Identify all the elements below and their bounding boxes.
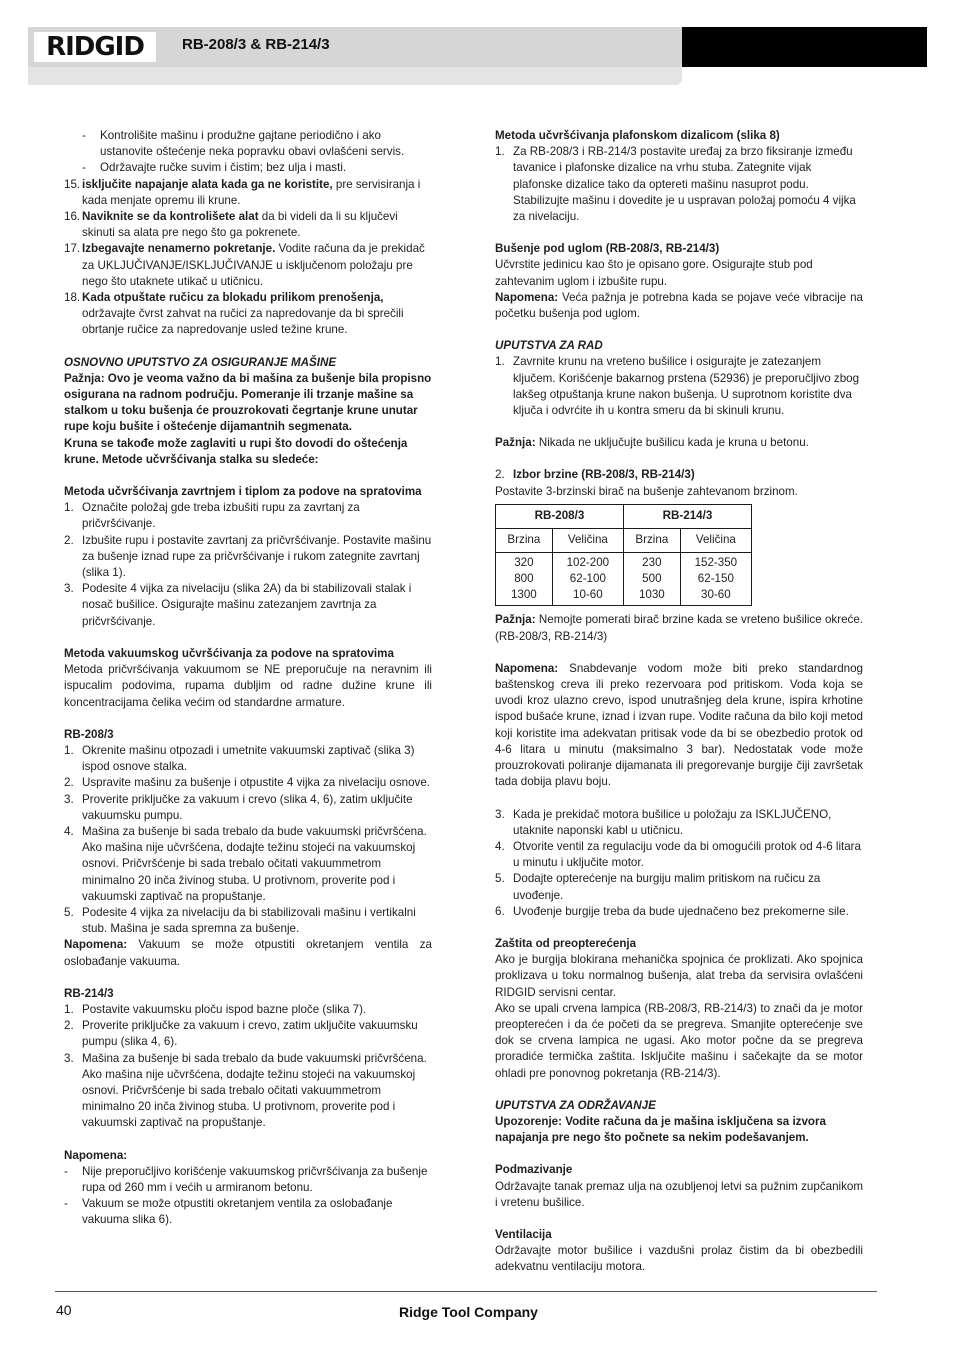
- table-header: Brzina: [496, 528, 553, 552]
- paragraph: Učvrstite jedinicu kao što je opisano gore. Osigurajte stub pod zahtevanim uglom i izbušite rupu.: [495, 258, 813, 288]
- list-item: - Održavajte ručke suvim i čistim; bez ulja i masti.: [82, 161, 347, 175]
- note: Napomena: Snabdevanje vodom može biti preko standardnog baštenskog creva ili preko rezervoara pod pritiskom. Voda koja se uvodi kroz ulazno crevo, ispod unutrašnjeg dela krune, ispira krhotine ispod bušaće krune, iznad i izvan rupe. Vodite računa da bilo koji metod koji koristite ima adekvatan pritisak vode da bi se obezbedio protok od 4-6 litara u minutu (maksimalno 3 bar). Nedostatak vode može prouzrokovati poliranje dijamanata ili pregorevanje burgije čiji završetak tada dobija plavu boju.: [495, 661, 864, 789]
- table-group-header: RB-208/3: [496, 504, 624, 528]
- logo-text: RIDGID: [46, 32, 144, 62]
- list-item: 16. Naviknite se da kontrolišete alat da bi videli da li su ključevi skinuti sa alata pre nego što ga pokrenete.: [64, 210, 398, 240]
- paragraph: Održavajte tanak premaz ulja na ozubljenoj letvi sa pužnim zupčanikom i vretenu bušilice.: [495, 1179, 863, 1209]
- list-item: 15. isključite napajanje alata kada ga ne koristite, pre servisiranja i kada menjate opremu ili krune.: [64, 177, 421, 207]
- subsection-title: Metoda učvršćivanja zavrtnjem i tiplom za podove na spratovima: [64, 485, 422, 499]
- subsection-title: Ventilacija: [495, 1227, 552, 1241]
- list-item: 3. Podesite 4 vijka za nivelaciju (slika 2A) da bi stabilizovali stalak i nosač bušilice. Osigurajte mašinu zatezanjem zavrtnja za pričvršćivanje.: [64, 582, 412, 628]
- subsection-title: Napomena:: [64, 1148, 128, 1162]
- company-name: Ridge Tool Company: [399, 1304, 538, 1320]
- paragraph: Održavajte motor bušilice i vazdušni prolaz čistim da bi obezbedili adekvatnu ventilaciju motora.: [495, 1244, 863, 1274]
- list-item: 1. Označite položaj gde treba izbušiti rupu za zavrtanj za pričvršćivanje.: [64, 501, 360, 531]
- paragraph: Ako je burgija blokirana mehanička spojnica će proklizati. Ako spojnica proklizava u toku normalnog bušenja, alat treba da servisira ovlašćeni RIDGID servisni centar.: [495, 953, 863, 999]
- list-item: 2. Proverite priključke za vakuum i crevo, zatim uključite vakuumsku pumpu (slika 4, 6).: [64, 1019, 418, 1049]
- list-item: 1. Postavite vakuumsku ploču ispod bazne ploče (slika 7).: [64, 1002, 367, 1016]
- table-cell: 320 800 1300: [496, 552, 553, 606]
- subsection-title: Podmazivanje: [495, 1163, 573, 1177]
- subsection-title: RB-208/3: [64, 727, 114, 741]
- model-title: RB-208/3 & RB-214/3: [182, 36, 330, 53]
- list-item: 2. Uspravite mašinu za bušenje i otpustite 4 vijka za nivelaciju osnove.: [64, 776, 430, 790]
- table-header: Veličina: [680, 528, 751, 552]
- list-item: 3. Proverite priključke za vakuum i crevo (slika 4, 6), zatim uključite vakuumsku pumpu.: [64, 792, 413, 822]
- list-item: 1. Zavrnite krunu na vreteno bušilice i osigurajte je zatezanjem ključem. Korišćenje bakarnog prstena (52936) je preporučljivo zbog lakšeg otpuštanja krune nakon bušenja. U suprotnom koristite dva ključa i odvrćite ih u kontra smeru da bi skinuli krunu.: [495, 355, 860, 418]
- table-cell: 102-200 62-100 10-60: [552, 552, 623, 606]
- speed-table: [495, 504, 752, 607]
- subsection-title: RB-214/3: [64, 986, 114, 1000]
- header-strip: [28, 67, 682, 85]
- paragraph: Postavite 3-brzinski birač na bušenje zahtevanom brzinom.: [495, 484, 798, 498]
- list-item: 4. Mašina za bušenje bi sada trebalo da bude vakuumski pričvršćena. Ako mašina nije učvršćena, dodajte težinu stojeći na vakuumskoj osnovi. Pričvršćenje bi sada trebalo očitati vakuummetrom minimalno 20 inča živinog stuba. U protivnom, proverite pod i vakuumski zaptivač na propuštanje.: [64, 824, 427, 903]
- paragraph: Ako se upali crvena lampica (RB-208/3, RB-214/3) to znači da je motor preopterećen i da će početi da se pregreva. Smanjite opterećenje sve dok se crvena lampica ne ugasi. Ako motor počne da se pregreva proradiće termička zaštita. Isključite mašinu i sačekajte da se motor ohladi pre ponovnog pokretanja (RB-214/3).: [495, 1001, 863, 1080]
- header-black-block: [682, 27, 927, 67]
- subsection-title: Zaštita od preopterećenja: [495, 936, 637, 950]
- list-item: 6. Uvođenje burgije treba da bude ujednačeno bez prekomerne sile.: [495, 904, 849, 918]
- section-title: UPUTSTVA ZA RAD: [495, 339, 603, 353]
- list-item: 1. Okrenite mašinu otpozadi i umetnite vakuumski zaptivač (slika 3) ispod osnove stalka.: [64, 743, 415, 774]
- right-column: [495, 128, 863, 1276]
- list-item: 2. Izbušite rupu i postavite zavrtanj za pričvršćivanje. Postavite mašinu za bušenje iznad rupe za pričvršćivanje i rukom zategnite zavrtanj (slika 1).: [64, 533, 432, 580]
- warning-text: Pažnja: Ovo je veoma važno da bi mašina za bušenje bila propisno osigurana na radnom području. Pomeranje ili trzanje mašine sa stalkom u toku bušenja će prouzrokovati čegrtanje krune unutar rupe koju bušite i oštećenje dijamantnih segmenata.: [64, 371, 432, 434]
- list-item: 5. Dodajte opterećenje na burgiju malim pritiskom na ručicu za uvođenje.: [495, 872, 821, 902]
- table-cell: 152-350 62-150 30-60: [680, 552, 751, 606]
- table-header: Veličina: [552, 528, 623, 552]
- note: Napomena: Vakuum se može otpustiti okretanjem ventila za oslobađanje vakuuma.: [64, 938, 432, 968]
- table-header: Brzina: [623, 528, 680, 552]
- left-column: [64, 128, 432, 1229]
- section-title: UPUTSTVA ZA ODRŽAVANJE: [495, 1098, 656, 1112]
- warning-text: Kruna se takođe može zaglaviti u rupi što dovodi do oštećenja krune. Metode učvršćivanja stalka su sledeće:: [64, 436, 408, 466]
- paragraph: Metoda pričvršćivanja vakuumom se NE preporučuje na neravnim ili ispucalim podovima, rupama dubljim od radne dužine krune ili koncentracijama čelika većim od standardne armature.: [64, 663, 432, 709]
- list-item: 17. Izbegavajte nenamerno pokretanje. Vodite računa da je prekidač za UKLJUČIVANJE/ISKLJUČIVANJE u isključenom položaju pre nego što utaknete utikač u utičnicu.: [64, 242, 425, 288]
- list-item: 3. Kada je prekidač motora bušilice u položaju za ISKLJUČENO, utaknite naponski kabl u utičnicu.: [495, 807, 832, 837]
- section-title: OSNOVNO UPUTSTVO ZA OSIGURANJE MAŠINE: [64, 355, 337, 369]
- ridgid-logo: [34, 32, 156, 62]
- list-item: 18. Kada otpuštate ručicu za blokadu prilikom prenošenja, održavajte čvrst zahvat na ručici za napredovanje da bi sprečili obrtanje ručice za napredovanje usled težine krune.: [64, 291, 404, 337]
- subsection-title: Metoda učvršćivanja plafonskom dizalicom (slika 8): [495, 129, 780, 142]
- note: Napomena: Veća pažnja je potrebna kada se pojave veće vibracije na početku bušenja pod uglom.: [495, 290, 863, 321]
- caution-note: Pažnja: Nikada ne uključujte bušilicu kada je kruna u betonu.: [495, 436, 809, 450]
- table-cell: 230 500 1030: [623, 552, 680, 606]
- subsection-title: Metoda vakuumskog učvršćivanja za podove na spratovima: [64, 646, 394, 660]
- list-item: 2. Izbor brzine (RB-208/3, RB-214/3): [495, 468, 695, 482]
- table-group-header: RB-214/3: [623, 504, 751, 528]
- caution-note: Pažnja: Nemojte pomerati birač brzine kada se vreteno bušilice okreće. (RB-208/3, RB-214/3): [495, 613, 863, 643]
- warning-text: Upozorenje: Vodite računa da je mašina isključena sa izvora napajanja pre nego što počnete sa nekim podešavanjem.: [495, 1114, 826, 1145]
- list-item: - Kontrolišite mašinu i produžne gajtane periodično i ako ustanovite oštećenje neka popravku obavi ovlašćeni servis.: [82, 129, 405, 159]
- list-item: 3. Mašina za bušenje bi sada trebalo da bude vakuumski pričvršćena. Ako mašina nije učvršćena, dodajte težinu stojeći na vakuumskoj osnovi. Pričvršćenje bi sada trebalo očitati vakuummetrom minimalno 20 inča živinog stuba. U protivnom, proverite pod i vakuumski zaptivač na propuštanje.: [64, 1051, 427, 1130]
- page-number: 40: [56, 1302, 72, 1318]
- list-item: 4. Otvorite ventil za regulaciju vode da bi omogućili protok od 4-6 litara u minutu i uključite motor.: [495, 839, 861, 870]
- list-item: - Vakuum se može otpustiti okretanjem ventila za oslobađanje vakuuma slika 6).: [64, 1197, 393, 1227]
- list-item: - Nije preporučljivo korišćenje vakuumskog pričvršćivanja za bušenje rupa od 260 mm i većih u armiranom betonu.: [64, 1164, 428, 1194]
- footer-rule: [55, 1291, 877, 1292]
- list-item: 5. Podesite 4 vijka za nivelaciju da bi stabilizovali mašinu i vertikalni stub. Mašina je sada spremna za bušenje.: [64, 905, 416, 936]
- subsection-title: Bušenje pod uglom (RB-208/3, RB-214/3): [495, 242, 720, 256]
- list-item: 1. Za RB-208/3 i RB-214/3 postavite uređaj za brzo fiksiranje između tavanice i plafonske dizalice na vrhu stuba. Zategnite vijak plafonske dizalice tako da optereti mašinu nasuprot podu. Stabilizujte mašinu i dovedite je u uspravan položaj pomoću 4 vijka za nivelaciju.: [495, 145, 856, 224]
